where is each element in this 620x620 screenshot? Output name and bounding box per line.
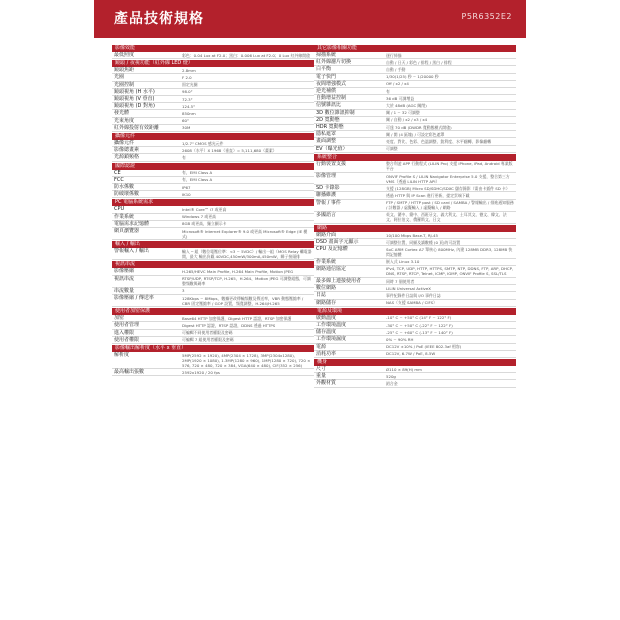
spec-row bbox=[112, 276, 314, 288]
spec-label: 警報輸入 / 輸出 bbox=[114, 248, 149, 255]
spec-row bbox=[112, 315, 314, 322]
spec-value: 有 bbox=[386, 88, 390, 94]
spec-label: 影像壓縮 / 傳送率 bbox=[114, 295, 154, 302]
spec-row bbox=[112, 330, 314, 337]
spec-row bbox=[314, 81, 516, 88]
spec-label: 隱私遮罩 bbox=[316, 131, 337, 138]
spec-value: 關 / 自動 / x2 / x3 / x4 bbox=[386, 117, 428, 123]
spec-label: 白平衡 bbox=[316, 66, 332, 73]
spec-row bbox=[112, 191, 314, 198]
spec-value: -25° C ~ +60° C (-13° F ~ 140° F) bbox=[386, 329, 453, 335]
spec-value: 可調整位置，同顯及讀數種 (0 頁)的可設置 bbox=[386, 239, 461, 245]
spec-label: 進入權限 bbox=[114, 329, 135, 336]
spec-row bbox=[112, 352, 314, 369]
spec-label: 最低照度 bbox=[114, 52, 135, 58]
spec-row bbox=[112, 228, 314, 240]
section-header: 鏡頭 / 夜視功能（紅外線 LED 燈） bbox=[112, 60, 314, 67]
spec-label: 逆光補償 bbox=[316, 88, 337, 95]
spec-row bbox=[112, 74, 314, 81]
spec-label: 作業系統 bbox=[316, 258, 337, 265]
spec-row bbox=[112, 221, 314, 228]
spec-value: 有 bbox=[182, 155, 186, 161]
spec-label: 外觀材質 bbox=[316, 380, 337, 387]
spec-label: 尺寸 bbox=[316, 366, 327, 373]
spec-row bbox=[112, 248, 314, 260]
spec-value: 可調整 bbox=[386, 146, 398, 152]
spec-label: CE bbox=[114, 169, 121, 176]
section-header: 機身 bbox=[314, 359, 516, 366]
spec-row bbox=[314, 380, 516, 387]
spec-value: Microsoft® Internet Explorer® 9.0 或更高 Microsoft® Edge (IE 模式) bbox=[182, 228, 308, 239]
spec-row bbox=[314, 124, 516, 131]
spec-label: 鏡頭視角 (D 對角) bbox=[114, 103, 155, 110]
spec-row bbox=[112, 214, 314, 221]
spec-row bbox=[314, 373, 516, 380]
spec-label: 作業系統 bbox=[114, 213, 135, 220]
spec-value: 520g bbox=[386, 373, 396, 379]
spec-value: LILIN Universal ActiveX bbox=[386, 285, 431, 291]
spec-label: 電源 bbox=[316, 343, 327, 350]
spec-row bbox=[112, 118, 314, 125]
spec-row bbox=[112, 295, 314, 307]
spec-label: 加密 bbox=[114, 315, 125, 322]
spec-label: SD 卡錄影 bbox=[316, 185, 340, 192]
spec-row bbox=[314, 66, 516, 73]
section-header: 國際認證 bbox=[112, 163, 314, 170]
spec-value: 可編輯 7 組使用者權限及密碼 bbox=[182, 337, 234, 343]
spec-row bbox=[314, 185, 516, 192]
left-spec-column bbox=[112, 44, 314, 376]
spec-value: 2.8mm bbox=[182, 67, 196, 73]
section-header: 使用者加密保護 bbox=[112, 308, 314, 315]
spec-row bbox=[112, 140, 314, 147]
spec-row bbox=[112, 125, 314, 132]
section-header: PC 電腦系統需求 bbox=[112, 199, 314, 206]
spec-label: EV（曝光值） bbox=[316, 145, 348, 152]
spec-label: 網路通信協定 bbox=[316, 265, 347, 272]
spec-label: 3D 數位雜訊抑制 bbox=[316, 109, 355, 116]
spec-label: 工作環境濕度 bbox=[316, 336, 347, 343]
spec-value: FTP / SMTP / HTTP post / SD card / SAMBA / 警報輸出 / 排進通知服務 / 計數器 / 虛擬輸入 / 虛擬輸入 / 網路 bbox=[386, 200, 514, 211]
spec-row bbox=[314, 336, 516, 343]
spec-label: 儲存溫度 bbox=[316, 329, 337, 336]
spec-row bbox=[112, 89, 314, 96]
spec-label: 工作環境溫度 bbox=[316, 322, 347, 328]
spec-label: 聯播維護 bbox=[316, 192, 337, 199]
spec-label: 影像總畫素 bbox=[114, 147, 140, 154]
spec-label: 2D 寬動態 bbox=[316, 116, 340, 123]
spec-row bbox=[314, 131, 516, 138]
spec-row bbox=[112, 369, 314, 376]
spec-label: 影像壓縮 bbox=[114, 268, 135, 275]
spec-row bbox=[112, 67, 314, 74]
spec-row bbox=[314, 102, 516, 109]
spec-value: RTSP/UDP, RTSP/TCP, H.265、H.264、Motion JPEG 可調整組態，可調整頻數與碼率 bbox=[182, 276, 311, 287]
spec-value: 鋁合金 bbox=[386, 381, 398, 387]
spec-value: 1/30(1/25) 秒 ~ 1/20000 秒 bbox=[386, 74, 439, 80]
spec-row bbox=[112, 322, 314, 329]
spec-value: 10/100 Mbps Base-T, RJ-45 bbox=[386, 232, 438, 238]
spec-row bbox=[112, 268, 314, 275]
spec-row bbox=[314, 246, 516, 258]
spec-value: Windows 7 或更高 bbox=[182, 214, 216, 220]
spec-value: 大於 48dB (AGC 關閉) bbox=[386, 103, 427, 109]
spec-value: 0% ~ 90% RH bbox=[386, 337, 414, 342]
header-bar bbox=[94, 0, 526, 38]
spec-value: 2608（水平）X 1968（垂直）= 5,111,680（畫素） bbox=[182, 147, 277, 153]
spec-label: 光圈 bbox=[114, 74, 125, 81]
spec-row bbox=[112, 337, 314, 344]
spec-row bbox=[112, 103, 314, 110]
section-header: 視訊串流 bbox=[112, 261, 314, 268]
spec-value: 36 dB 可調增益 bbox=[386, 95, 415, 101]
spec-row bbox=[112, 288, 314, 295]
spec-label: 電腦需求記憶體 bbox=[114, 220, 150, 227]
spec-row bbox=[112, 82, 314, 89]
spec-label: 重量 bbox=[316, 373, 327, 380]
spec-value: 透過 HTTP 與 IP Scan 進行更新，提定雲端下載 bbox=[386, 193, 470, 199]
spec-value: 可編輯不同使用者權限及密碼 bbox=[182, 330, 233, 336]
spec-label: 鏡頭視角 (H 水平) bbox=[114, 88, 155, 95]
spec-value: 850nm bbox=[182, 111, 196, 117]
spec-value: 有，EMI Class A bbox=[182, 177, 213, 183]
spec-label: 串流數量 bbox=[114, 287, 135, 294]
spec-value: 關 / 1 ~ 32 可調整 bbox=[386, 110, 420, 116]
spec-value: IP67 bbox=[182, 184, 191, 190]
model-number: P5R6352E2 bbox=[461, 12, 512, 21]
spec-value: DC12V ±10% / PoE (IEEE 802.3af 相容) bbox=[386, 344, 462, 350]
spec-label: 影像管理 bbox=[316, 173, 337, 180]
spec-value: 輸入 ─ 組（數位電壓位準：<3 ~ 5VDC）/ 輸出一組（MOS Relay 繼電器開，最大 輸出負載 40VDC,450mW/300mA,450mW，瞬子接頭排 bbox=[182, 248, 312, 259]
spec-value: 8GB 或更高，獨立顯示卡 bbox=[182, 221, 227, 227]
spec-value: -10° C ~ +50° C (14° F ~ 122° F) bbox=[386, 315, 452, 321]
spec-value: 彩色：0.04 Lux at F2.0；黑白：0.006 Lux at F2.0；0 Lux 紅外線開啟 bbox=[182, 52, 311, 58]
spec-value: 1/2.7" CMOS 感光元件 bbox=[182, 140, 224, 146]
spec-label: 使用者管理 bbox=[114, 322, 140, 329]
spec-row bbox=[314, 366, 516, 373]
spec-label: 夜間增強模式 bbox=[316, 80, 347, 87]
spec-value: 98.0° bbox=[182, 89, 193, 95]
spec-value: Ø110 × 89(H) mm bbox=[386, 366, 422, 372]
spec-value: 124.5° bbox=[182, 103, 196, 109]
spec-label: 使用者權限 bbox=[114, 336, 140, 343]
spec-label: FCC bbox=[114, 176, 124, 183]
spec-row bbox=[314, 300, 516, 307]
spec-label: 行動裝置支援 bbox=[316, 160, 347, 167]
spec-label: 攝像元件 bbox=[114, 140, 135, 147]
spec-row bbox=[314, 315, 516, 322]
spec-row bbox=[314, 344, 516, 351]
spec-label: 鏡頭焦距 bbox=[114, 67, 135, 74]
spec-value: DC12V, 6.7W / PoE, 8.5W bbox=[386, 351, 436, 357]
spec-label: 最高輸出張數 bbox=[114, 369, 145, 376]
spec-value: IK10 bbox=[182, 191, 191, 197]
spec-row bbox=[112, 170, 314, 177]
spec-label: 啟動溫度 bbox=[316, 314, 337, 321]
spec-row bbox=[314, 95, 516, 102]
spec-value: Base64 HTTP 加密保護，Digest HTTP 認證，RTSP 加密保護 bbox=[182, 315, 292, 321]
spec-row bbox=[314, 146, 516, 153]
spec-row bbox=[112, 110, 314, 117]
section-header: 電源及環境 bbox=[314, 308, 516, 315]
spec-row bbox=[314, 59, 516, 66]
spec-row bbox=[314, 173, 516, 185]
spec-label: 防破壞係數 bbox=[114, 191, 140, 198]
spec-value: 可達 70 dB (DWDR 寬動態模式開啟) bbox=[386, 124, 452, 130]
spec-label: 鏡頭視角 (V 垂直) bbox=[114, 96, 155, 103]
spec-label: 發光體 bbox=[114, 110, 130, 117]
spec-row bbox=[314, 138, 516, 145]
spec-label: DSD 畫面字元顯示 bbox=[316, 239, 359, 246]
spec-row bbox=[112, 177, 314, 184]
spec-row bbox=[314, 192, 516, 199]
spec-label: 網路儲存 bbox=[316, 299, 337, 306]
spec-value: 支援 (128GB) Micro SD/SDHC/SDXC 儲存錄影（需由卡插件 SD 卡） bbox=[386, 185, 510, 191]
spec-row bbox=[314, 161, 516, 173]
spec-value: 72.3° bbox=[182, 96, 193, 102]
spec-label: 消耗功率 bbox=[316, 350, 337, 357]
spec-label: 防水係數 bbox=[114, 184, 135, 191]
spec-value: H.265/HEVC Main Profile, H.264 Main Profile, Motion JPEG bbox=[182, 269, 294, 275]
spec-label: 信號雜訊比 bbox=[316, 102, 342, 109]
spec-label: 畫面調整 bbox=[316, 138, 337, 145]
spec-label: 最多線上連接使用者 bbox=[316, 277, 362, 284]
spec-value: Off / x2 / x4 bbox=[386, 81, 409, 87]
spec-label: 光源鎖頻格 bbox=[114, 154, 140, 161]
spec-value: Intel® Core™ i7 或更高 bbox=[182, 207, 227, 213]
spec-value: 60° bbox=[182, 118, 189, 124]
spec-row bbox=[314, 200, 516, 212]
spec-value: IPv4, TCP, UDP, HTTP, HTTPS, SMTP, NTP, DDNS, FTP, ARP, DHCP, DNS, RTSP, RTCP, Telnet, ICMP, IGMP, ONVIF Profile S, SSL/TLS bbox=[386, 266, 514, 277]
spec-value: 整合利凌 APP 行動程式 (LILIN Pro) 支援 iPhone, iPad, Android 專業版平台 bbox=[386, 161, 513, 172]
spec-label: 電子快門 bbox=[316, 73, 337, 80]
spec-label: CPU bbox=[114, 206, 125, 213]
spec-value: 事件紀錄件日誌與 I/O 事件日誌 bbox=[386, 292, 441, 298]
spec-label: 網路介面 bbox=[316, 232, 337, 238]
spec-label: 視訊串流 bbox=[114, 275, 135, 282]
spec-row bbox=[314, 322, 516, 329]
spec-value: 關 / 開 (4 區塊) / 可設定彩色遮罩 bbox=[386, 131, 445, 137]
spec-row bbox=[112, 206, 314, 213]
spec-value: ONVIF Profile S / LILIN Navigator Enterprise 5.0 支援，整合第三方 VMS（透過 LILIN HTTP API） bbox=[386, 173, 510, 184]
spec-label: 日誌 bbox=[316, 292, 327, 299]
spec-value: F 2.0 bbox=[182, 75, 192, 80]
section-header: 系統整合 bbox=[314, 154, 516, 161]
section-header: 攝像元件 bbox=[112, 133, 314, 140]
spec-row bbox=[112, 154, 314, 161]
spec-label: HDR 寬動態 bbox=[316, 124, 344, 131]
spec-label: 掃描系統 bbox=[316, 52, 337, 58]
spec-value: 逐行掃描 bbox=[386, 52, 402, 58]
spec-label: 數位網路 bbox=[316, 285, 337, 292]
spec-value: SoC ARM Cortex A7 單核心 800MHz, 內建 128MB DDR3, 128MB 快閃記憶體 bbox=[386, 247, 513, 257]
spec-row bbox=[314, 278, 516, 285]
page-title: 產品技術規格 bbox=[114, 11, 204, 27]
spec-row bbox=[112, 52, 314, 59]
spec-label: 自動增益控制 bbox=[316, 95, 347, 102]
spec-row bbox=[314, 285, 516, 292]
spec-label: 光圈控制 bbox=[114, 81, 135, 88]
spec-value: 自動 / 手動 bbox=[386, 67, 406, 72]
section-header: 影像效能 bbox=[112, 45, 314, 52]
spec-row bbox=[112, 184, 314, 191]
spec-row bbox=[314, 212, 516, 224]
spec-label: CPU 及記憶體 bbox=[316, 246, 348, 253]
spec-value: 有，EMI Class A bbox=[182, 170, 213, 176]
spec-label: 警報 / 事件 bbox=[316, 199, 341, 206]
spec-row bbox=[314, 259, 516, 266]
spec-label: 網頁瀏覽器 bbox=[114, 228, 140, 235]
spec-value: NAS（支援 SAMBA / CIFS） bbox=[386, 300, 438, 306]
spec-row bbox=[112, 147, 314, 154]
spec-label: 紅外線投射有效距離 bbox=[114, 124, 160, 131]
spec-value: Digest HTTP 認證，RTSP 認證，DDNS 透過 HTTPS bbox=[182, 323, 276, 329]
spec-row bbox=[314, 110, 516, 117]
spec-row bbox=[314, 292, 516, 299]
spec-value: 3 bbox=[182, 288, 185, 294]
spec-value: 嵌入式 Linux 3.10 bbox=[386, 259, 420, 265]
spec-label: 解析度 bbox=[114, 352, 130, 359]
right-spec-column bbox=[314, 44, 516, 388]
spec-value: 2592x1920 / 20 fps bbox=[182, 369, 220, 375]
spec-row bbox=[314, 117, 516, 124]
spec-label: 多國語言 bbox=[316, 211, 337, 218]
section-header: 其它影像相關功能 bbox=[314, 45, 516, 52]
spec-label: 紅外線濾片切換 bbox=[316, 59, 352, 66]
spec-value: 亮度、對比、色彩、色溫調整、銳利度、水平翻轉、影像翻轉 bbox=[386, 139, 492, 145]
spec-value: 128Kbps ~ 8Mbps，數據更改傳輸頻數及傳送率，VBR 動態壓縮率 / CBR 固定壓縮率 / GOP 設置，頻寬調整，H.264/H.265 bbox=[182, 295, 304, 306]
section-header: 網路 bbox=[314, 225, 516, 232]
spec-value: -30° C ~ +50° C (-22° F ~ 122° F) bbox=[386, 322, 453, 328]
spec-label: 光束角度 bbox=[114, 117, 135, 124]
spec-value: 5MP(2592 × 1920), 4MP(2304 × 1728), 3MP(2304x1280), 2MP(1920 × 1080), 1.3MP(1280 × 960), 1MP(1280 × 720), 720 × 576, 720 × 480, 720 × 384, VGA(640 × 480), CIF(352 × 256) bbox=[182, 352, 311, 368]
section-header: 影像輸出解析度（水平 x 垂直） bbox=[112, 345, 314, 352]
spec-row bbox=[314, 74, 516, 81]
spec-value: 自動 / 日天 / 彩色 / 排程 / 黑白 / 排程 bbox=[386, 59, 452, 65]
spec-value: 固定光圈 bbox=[182, 82, 198, 88]
spec-value: 30M bbox=[182, 125, 191, 131]
section-header: 輸入 / 輸出 bbox=[112, 241, 314, 248]
spec-row bbox=[314, 351, 516, 358]
spec-row bbox=[314, 266, 516, 278]
spec-value: 英文、繁中、簡中、西班牙文、義大利文、土耳其文、德文、韓文、法文、阿拉伯文、俄羅斯文、日文 bbox=[386, 212, 507, 223]
spec-value: 同時 7 個使用者 bbox=[386, 278, 415, 284]
